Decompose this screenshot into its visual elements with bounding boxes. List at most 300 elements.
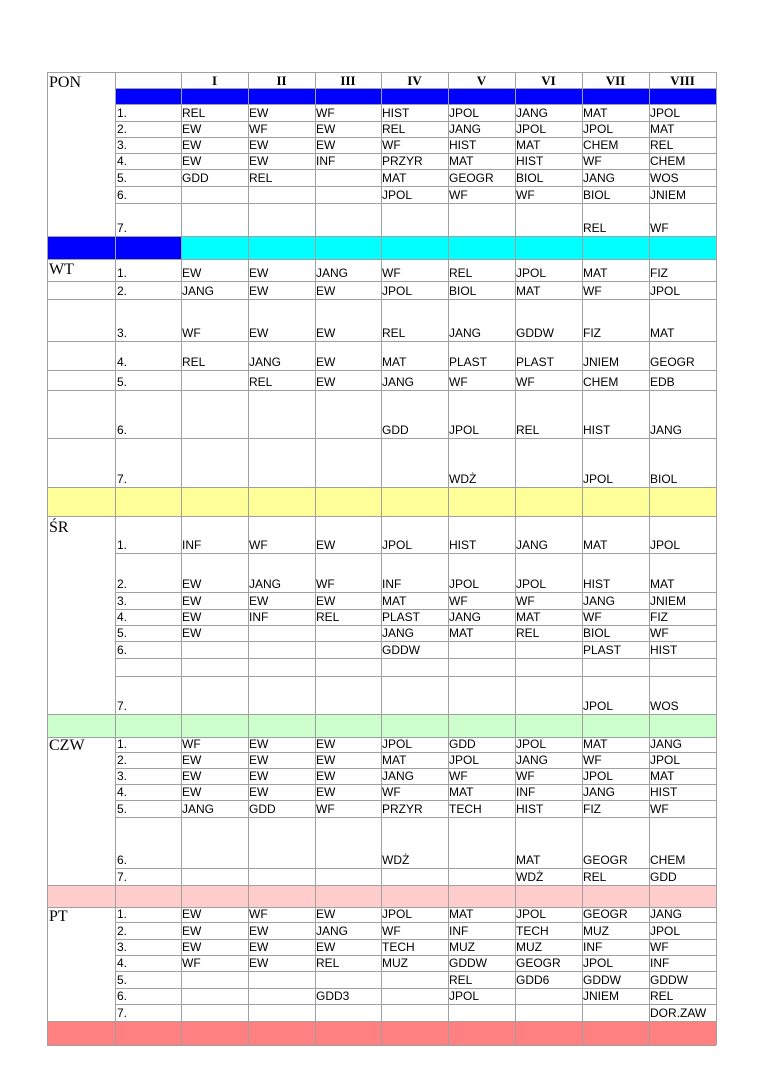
lesson-number: 6. [117,853,128,867]
lesson-cell: JPOL [650,924,681,938]
day-separator-band [182,237,716,259]
day-name-pt: PT [49,908,68,925]
grid-hline [115,104,716,105]
lesson-cell: REL [516,626,540,640]
grid-hline [115,169,716,170]
lesson-cell: EW [316,769,336,783]
lesson-cell: DOR.ZAW [650,1006,707,1020]
lesson-cell: JANG [316,266,349,280]
grid-vline [248,72,249,1045]
lesson-cell: WF [382,785,401,799]
lesson-cell: GEOGR [650,355,695,369]
lesson-cell: INF [650,956,670,970]
lesson-cell: EW [182,924,202,938]
lesson-cell: MAT [382,171,407,185]
lesson-cell: WDŻ [449,472,477,486]
lesson-cell: WDŻ [516,870,544,884]
grid-hline [115,988,716,989]
grid-hline [115,625,716,626]
lesson-cell: WF [449,188,468,202]
grid-hline [47,487,716,488]
lesson-cell: JANG [516,753,549,767]
grid-hline [115,88,716,89]
lesson-cell: JANG [382,375,415,389]
grid-hline [115,281,716,282]
lesson-cell: JPOL [583,122,614,136]
lesson-cell: JANG [449,610,482,624]
lesson-cell: INF [182,538,202,552]
lesson-cell: EW [249,956,269,970]
grid-vline [515,72,516,1045]
lesson-cell: WF [382,924,401,938]
grid-vline [448,72,449,1045]
lesson-cell: PRZYR [382,154,423,168]
grid-hline [47,299,115,300]
grid-hline [115,955,716,956]
lesson-cell: JANG [249,355,282,369]
lesson-cell: EW [182,907,202,921]
lesson-cell: WF [182,956,201,970]
lesson-number: 7. [117,472,128,486]
lesson-cell: EW [249,154,269,168]
lesson-cell: BIOL [583,626,611,640]
class-header-7: VII [605,73,626,88]
lesson-cell: EW [249,924,269,938]
lesson-cell: MUZ [516,940,542,954]
lesson-cell: REL [182,355,206,369]
lesson-cell: JPOL [449,577,480,591]
lesson-cell: JPOL [449,423,480,437]
grid-vline [381,72,382,1045]
lesson-cell: REL [650,989,674,1003]
lesson-cell: MAT [583,266,608,280]
grid-hline [47,516,716,517]
lesson-cell: BIOL [650,472,678,486]
lesson-cell: JANG [316,924,349,938]
lesson-cell: WF [449,375,468,389]
lesson-cell: WF [583,284,602,298]
lesson-cell: GDD3 [316,989,350,1003]
lesson-number: 5. [117,802,128,816]
lesson-cell: GDD [182,171,209,185]
grid-hline [115,592,716,593]
grid-vline [582,72,583,1045]
lesson-cell: GDD [449,737,476,751]
lesson-number: 6. [117,643,128,657]
lesson-cell: MAT [516,284,541,298]
lesson-cell: REL [316,956,340,970]
lesson-cell: JPOL [583,956,614,970]
grid-hline [47,438,115,439]
lesson-cell: EW [316,907,336,921]
lesson-cell: EW [249,753,269,767]
lesson-cell: JANG [382,769,415,783]
lesson-number: 2. [117,924,128,938]
lesson-cell: MAT [382,594,407,608]
lesson-cell: JNIEM [650,188,686,202]
class-header-8: VIII [670,73,695,88]
lesson-number: 2. [117,284,128,298]
lesson-cell: WF [583,610,602,624]
lesson-cell: MAT [382,753,407,767]
grid-vline [115,72,116,1045]
lesson-cell: JPOL [382,538,413,552]
lesson-cell: EW [249,138,269,152]
grid-hline [47,236,716,237]
grid-hline [115,768,716,769]
grid-hline [115,186,716,187]
lesson-cell: JANG [182,284,215,298]
grid-vline [649,72,650,1045]
lesson-number: 6. [117,989,128,1003]
lesson-cell: EW [249,106,269,120]
lesson-cell: EW [249,769,269,783]
lesson-cell: MUZ [382,956,408,970]
lesson-cell: EW [316,737,336,751]
lesson-cell: JPOL [583,769,614,783]
grid-hline [47,370,115,371]
lesson-cell: EW [316,326,336,340]
lesson-cell: PLAST [382,610,421,624]
lesson-cell: TECH [449,802,482,816]
lesson-cell: TECH [516,924,549,938]
lesson-cell: WF [650,802,669,816]
lesson-cell: CHEM [583,375,619,389]
lesson-cell: GDD [249,802,276,816]
class-header-6: VI [541,73,556,88]
lesson-cell: GDDW [583,973,621,987]
lesson-cell: REL [583,870,607,884]
lesson-number: 1. [117,266,128,280]
lesson-number: 6. [117,188,128,202]
lesson-cell: EW [249,266,269,280]
class-header-5: V [476,73,487,88]
lesson-cell: INF [583,940,603,954]
lesson-cell: JANG [249,577,282,591]
lesson-cell: JNIEM [583,989,619,1003]
class-header-1: I [211,73,218,88]
lesson-cell: MAT [449,907,474,921]
grid-hline [47,281,115,282]
lesson-number: 4. [117,956,128,970]
lesson-cell: WF [249,538,268,552]
grid-hline [115,939,716,940]
lesson-cell: FIZ [650,610,668,624]
grid-vline [181,72,182,1045]
lesson-cell: HIST [516,154,544,168]
lesson-cell: INF [516,785,536,799]
class-header-2: II [276,73,287,88]
lesson-cell: GEOGR [449,171,494,185]
lesson-cell: JPOL [583,699,614,713]
lesson-cell: JPOL [650,538,681,552]
lesson-cell: WF [516,188,535,202]
day-name-czw: CZW [49,737,85,754]
grid-hline [115,370,716,371]
day-separator-band [48,715,716,737]
lesson-cell: REL [382,122,406,136]
lesson-cell: HIST [449,538,477,552]
lesson-cell: JNIEM [583,355,619,369]
grid-hline [115,971,716,972]
lesson-cell: JPOL [382,907,413,921]
lesson-cell: REL [249,375,273,389]
lesson-cell: JPOL [382,284,413,298]
lesson-number: 5. [117,171,128,185]
grid-hline [115,676,716,677]
lesson-cell: INF [249,610,269,624]
grid-hline [115,784,716,785]
lesson-number: 2. [117,122,128,136]
lesson-cell: JANG [516,106,549,120]
lesson-cell: EW [182,940,202,954]
lesson-cell: JPOL [516,737,547,751]
lesson-number: 5. [117,973,128,987]
lesson-cell: PLAST [583,643,622,657]
lesson-cell: WOS [650,171,679,185]
lesson-number: 7. [117,699,128,713]
lesson-cell: EW [182,753,202,767]
lesson-number: 1. [117,538,128,552]
lesson-cell: GDDW [516,326,554,340]
lesson-number: 1. [117,907,128,921]
lesson-cell: WF [249,907,268,921]
lesson-cell: EW [182,610,202,624]
lesson-cell: EW [316,138,336,152]
lesson-cell: WF [449,769,468,783]
lesson-cell: EW [249,284,269,298]
lesson-cell: MAT [650,326,675,340]
grid-vline [47,72,48,1045]
lesson-number: 4. [117,785,128,799]
lesson-cell: WF [650,626,669,640]
lesson-number: 4. [117,610,128,624]
lesson-cell: WF [516,375,535,389]
lesson-cell: REL [583,221,607,235]
lesson-cell: GDDW [449,956,487,970]
lesson-cell: MUZ [449,940,475,954]
lesson-cell: REL [382,326,406,340]
grid-hline [115,800,716,801]
lesson-cell: WF [449,594,468,608]
lesson-cell: EW [316,284,336,298]
lesson-cell: GDDW [650,973,688,987]
lesson-cell: JPOL [650,753,681,767]
lesson-number: 3. [117,769,128,783]
grid-hline [47,341,115,342]
lesson-cell: TECH [382,940,415,954]
lesson-cell: REL [516,423,540,437]
day-separator-band [48,886,716,907]
lesson-cell: EW [316,940,336,954]
day-separator-band [48,488,716,516]
lesson-cell: EW [182,785,202,799]
lesson-cell: JANG [583,785,616,799]
grid-hline [47,1021,716,1022]
lesson-cell: EDB [650,375,675,389]
lesson-cell: EW [316,594,336,608]
lesson-cell: JPOL [650,106,681,120]
grid-hline [115,203,716,204]
lesson-cell: HIST [650,785,678,799]
lesson-cell: WF [316,577,335,591]
grid-hline [115,658,716,659]
lesson-cell: JPOL [650,284,681,298]
lesson-cell: JPOL [449,753,480,767]
lesson-cell: MAT [583,538,608,552]
lesson-cell: MAT [650,577,675,591]
lesson-cell: EW [182,138,202,152]
lesson-cell: JANG [382,626,415,640]
lesson-cell: JANG [449,122,482,136]
lesson-cell: JNIEM [650,594,686,608]
lesson-cell: HIST [449,138,477,152]
lesson-number: 4. [117,154,128,168]
lesson-cell: WF [516,769,535,783]
lesson-number: 5. [117,375,128,389]
lesson-cell: EW [249,737,269,751]
lesson-cell: JPOL [516,577,547,591]
lesson-cell: EW [249,594,269,608]
lesson-cell: JANG [182,802,215,816]
lesson-cell: GEOGR [583,907,628,921]
lesson-cell: JPOL [583,472,614,486]
lesson-cell: MAT [583,106,608,120]
lesson-cell: CHEM [583,138,619,152]
lesson-cell: JANG [650,737,683,751]
grid-vline [315,72,316,1045]
lesson-cell: PLAST [449,355,488,369]
grid-hline [115,553,716,554]
lesson-cell: FIZ [583,326,601,340]
grid-hline [47,259,716,260]
day-name-pon: PON [49,74,82,91]
lesson-cell: EW [249,940,269,954]
lesson-cell: MAT [449,626,474,640]
lesson-cell: REL [650,138,674,152]
lesson-number: 2. [117,577,128,591]
lesson-cell: PLAST [516,355,555,369]
lesson-number: 1. [117,106,128,120]
lesson-cell: REL [249,171,273,185]
class-header-4: IV [407,73,422,88]
lesson-cell: JPOL [382,737,413,751]
grid-hline [115,121,716,122]
lesson-cell: GDD6 [516,973,550,987]
lesson-cell: JANG [583,594,616,608]
lesson-cell: WF [650,940,669,954]
lesson-cell: WF [182,326,201,340]
grid-hline [115,341,716,342]
lesson-cell: MAT [583,737,608,751]
lesson-number: 6. [117,423,128,437]
grid-hline [47,885,716,886]
lesson-cell: MAT [449,785,474,799]
lesson-cell: MAT [516,138,541,152]
lesson-cell: MAT [650,769,675,783]
lesson-number: 3. [117,138,128,152]
lesson-cell: WF [249,122,268,136]
lesson-cell: REL [182,106,206,120]
lesson-cell: EW [182,122,202,136]
day-name-wt: WT [49,261,74,278]
lesson-cell: EW [316,785,336,799]
lesson-cell: FIZ [583,802,601,816]
lesson-cell: WF [382,138,401,152]
lesson-cell: BIOL [516,171,544,185]
class-header-3: III [340,73,356,88]
lesson-cell: HIST [583,577,611,591]
lesson-cell: REL [316,610,340,624]
lesson-cell: REL [449,266,473,280]
pon-band [116,88,716,104]
grid-hline [47,714,716,715]
lesson-cell: MAT [650,122,675,136]
grid-hline [47,1045,716,1046]
lesson-cell: HIST [650,643,678,657]
lesson-cell: GEOGR [583,853,628,867]
lesson-number: 2. [117,753,128,767]
lesson-cell: WF [182,737,201,751]
lesson-cell: EW [182,266,202,280]
lesson-number: 5. [117,626,128,640]
lesson-number: 3. [117,940,128,954]
lesson-cell: EW [182,626,202,640]
lesson-cell: WDŻ [382,853,410,867]
lesson-cell: EW [182,594,202,608]
lesson-cell: JANG [449,326,482,340]
lesson-cell: EW [249,326,269,340]
lesson-cell: WF [650,221,669,235]
day-name-śr: ŚR [49,519,69,536]
lesson-cell: JANG [650,423,683,437]
lesson-cell: EW [182,577,202,591]
lesson-cell: MAT [516,853,541,867]
grid-hline [115,817,716,818]
lesson-cell: JANG [583,171,616,185]
lesson-cell: BIOL [449,284,477,298]
grid-hline [115,752,716,753]
lesson-cell: HIST [382,106,410,120]
lesson-cell: JANG [650,907,683,921]
lesson-cell: MAT [516,610,541,624]
lesson-cell: EW [316,355,336,369]
lesson-cell: INF [382,577,402,591]
lesson-cell: MAT [382,355,407,369]
grid-hline [115,868,716,869]
grid-hline [115,1004,716,1005]
lesson-number: 7. [117,870,128,884]
lesson-number: 3. [117,594,128,608]
lesson-number: 7. [117,221,128,235]
lesson-cell: INF [316,154,336,168]
lesson-cell: GEOGR [516,956,561,970]
grid-hline [115,390,716,391]
lesson-cell: CHEM [650,154,686,168]
lesson-cell: EW [316,753,336,767]
lesson-cell: CHEM [650,853,686,867]
lesson-cell: JPOL [516,266,547,280]
lesson-cell: REL [449,973,473,987]
lesson-cell: WF [316,802,335,816]
lesson-cell: PRZYR [382,802,423,816]
grid-hline [115,641,716,642]
lesson-cell: JPOL [516,122,547,136]
lesson-cell: BIOL [583,188,611,202]
lesson-cell: FIZ [650,266,668,280]
grid-hline [115,438,716,439]
lesson-cell: JPOL [449,106,480,120]
